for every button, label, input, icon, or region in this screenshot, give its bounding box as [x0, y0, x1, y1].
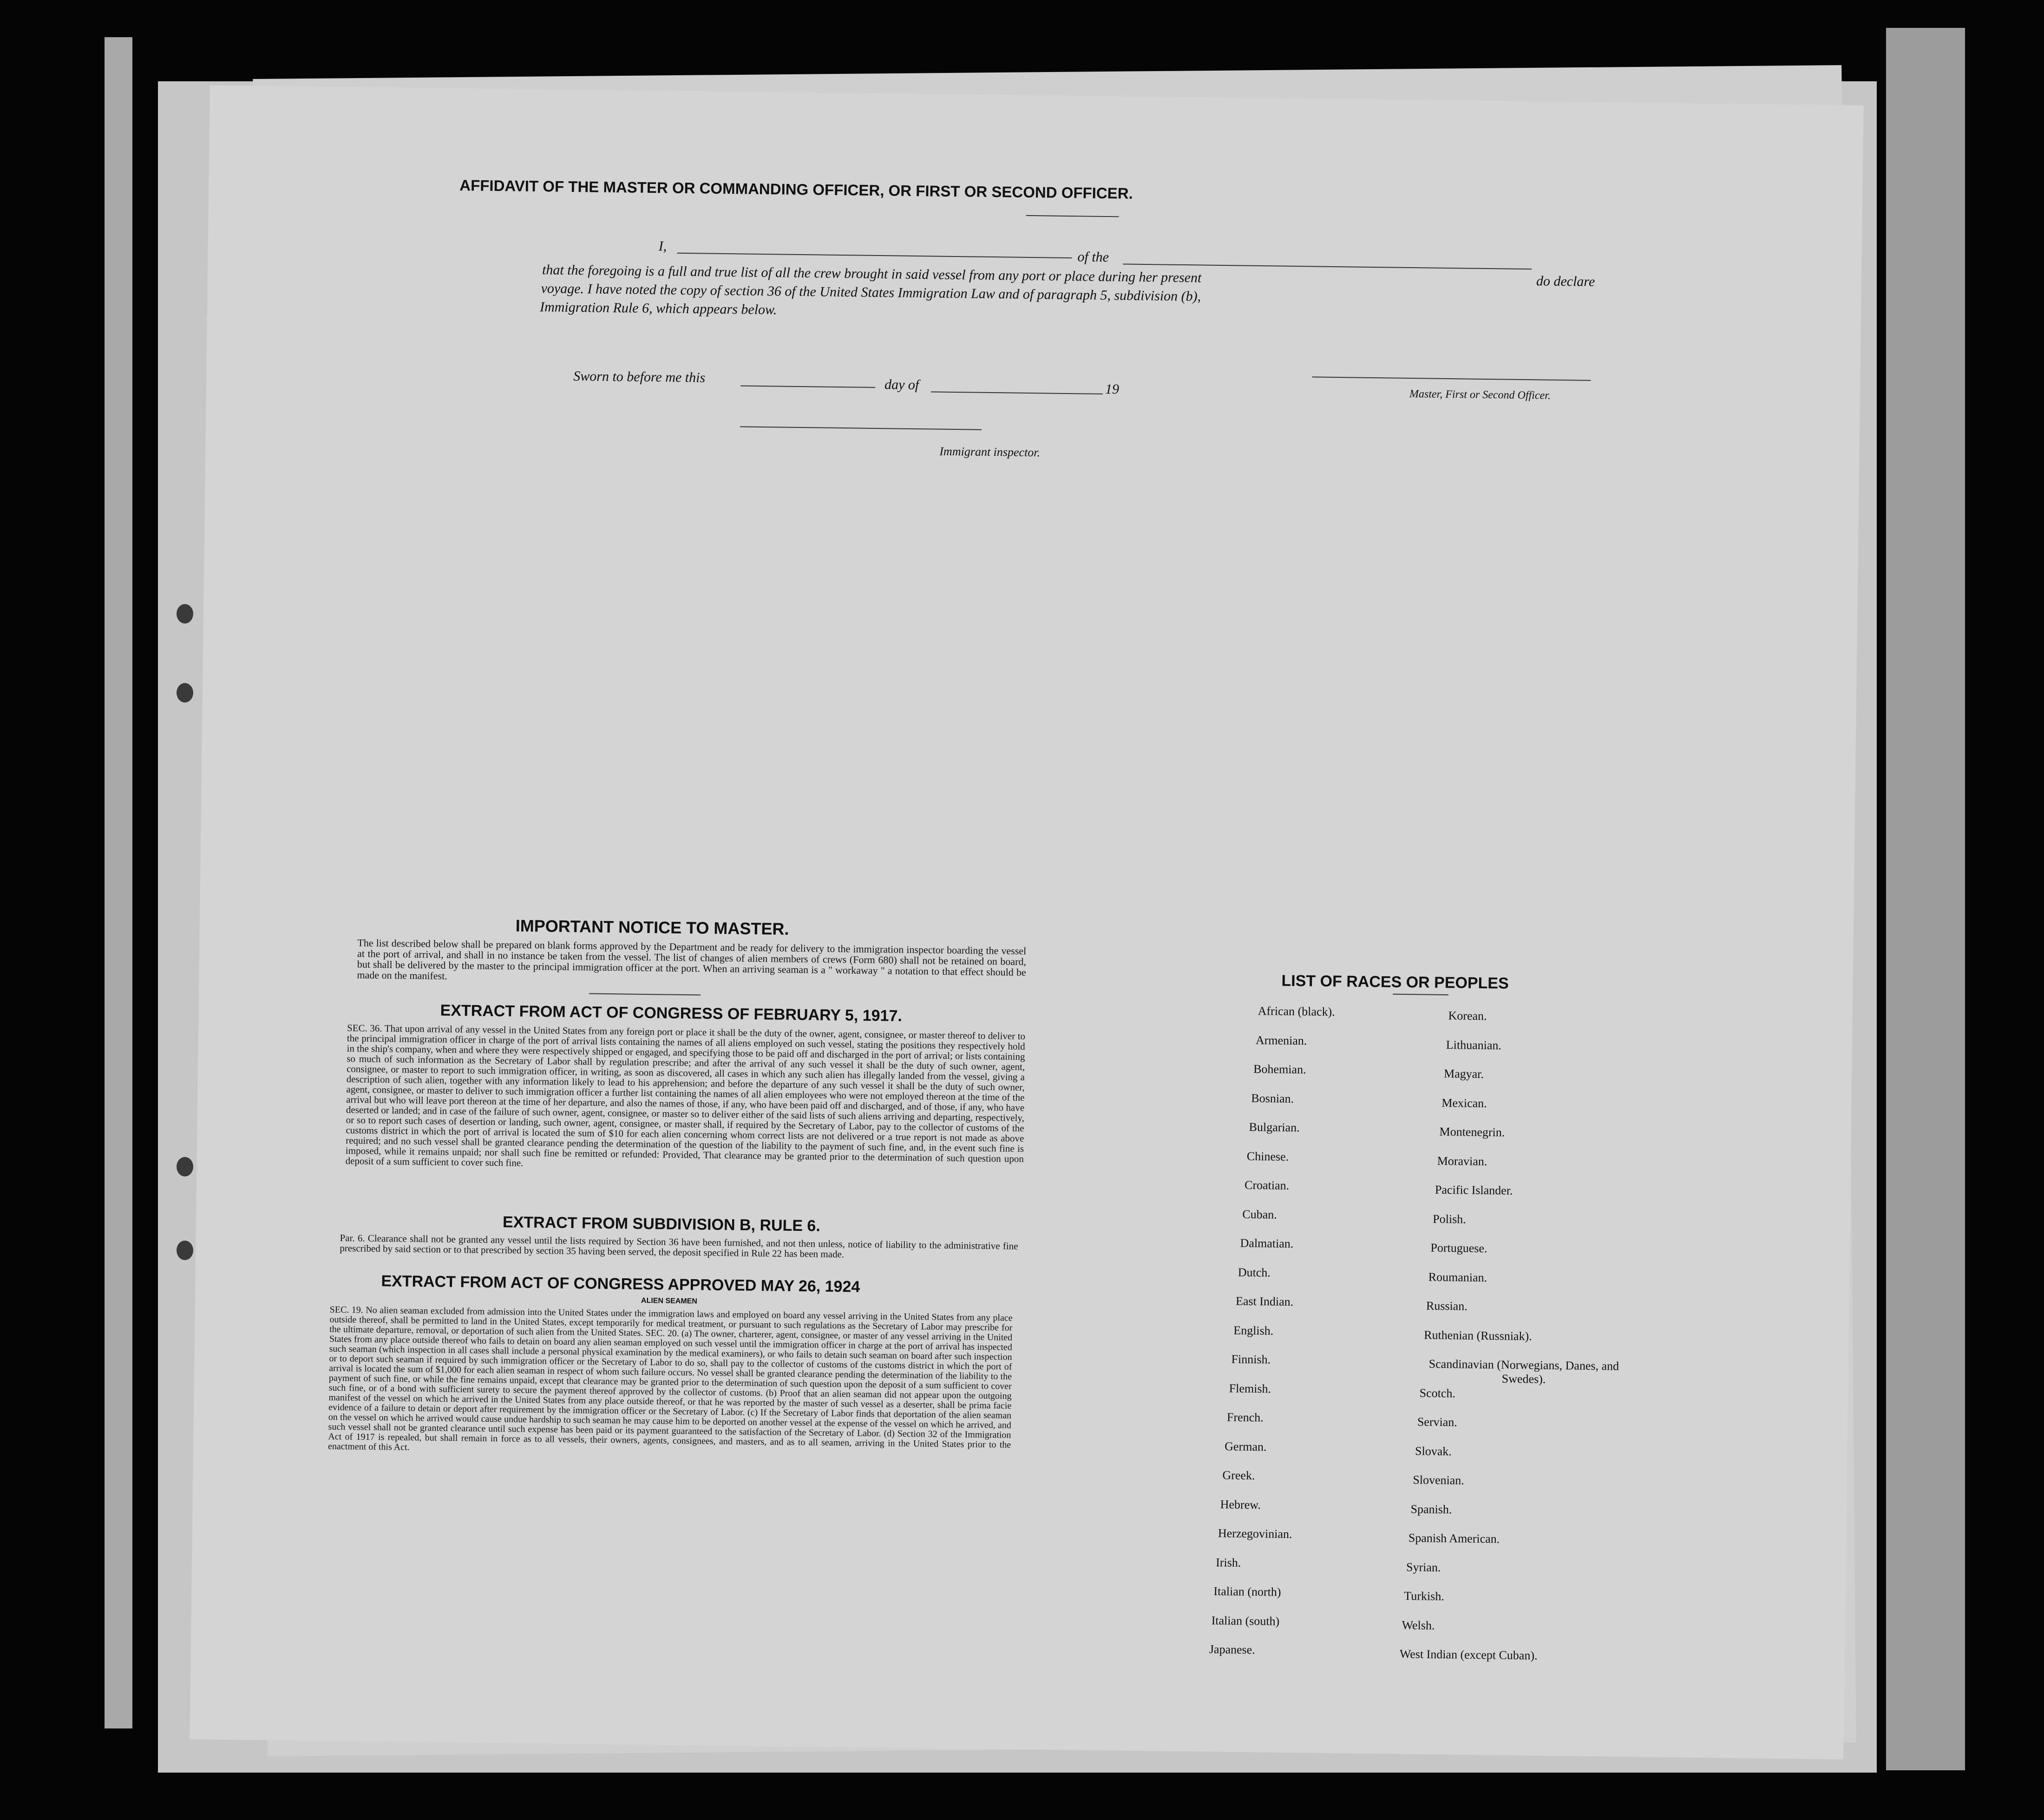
race-right-22: West Indian (except Cuban).	[1399, 1647, 1538, 1662]
race-left-8: Dalmatian.	[1240, 1236, 1294, 1251]
race-left-5: Chinese.	[1246, 1149, 1289, 1163]
race-left-9: Dutch.	[1238, 1265, 1271, 1279]
affidavit-line3: voyage. I have noted the copy of section 36 of the United States Immigration Law and of paragraph 5, subdivision (b),	[541, 281, 1201, 304]
races-title: LIST OF RACES OR PEOPLES	[1281, 972, 1509, 992]
affidavit-i: I,	[658, 238, 667, 254]
name-blank	[677, 253, 1072, 258]
race-left-10: East Indian.	[1235, 1294, 1294, 1309]
race-left-13: Flemish.	[1229, 1381, 1271, 1396]
vessel-blank	[1123, 263, 1532, 269]
race-left-15: German.	[1225, 1439, 1267, 1453]
notice-body: The list described below shall be prepared on blank forms approved by the Department and be ready for delivery to the immigration inspector boarding the vessel at the port of arrival, and shall in no instance be taken from the vessel. The list of changes of alien members of crews (Form 680) shall not be retained on board, but shall be delivered by the master to the principal immigration officer at the port. When an arriving seaman is a " workaway " a notation to that effect should be made on the manifest.	[357, 937, 1027, 982]
race-left-16: Greek.	[1222, 1468, 1255, 1483]
extract-1924-body: SEC. 19. No alien seaman excluded from admission into the United States under the immigration laws and employed on board any vessel arriving in the United States from any place outside thereof, shall be permitted to land in the United States, except temporarily for medical treatment, or pursuant to such regulations as the Secretary of Labor may prescribe for the ultimate departure, removal, or deportation of such alien from the United States. SEC. 20. (a) The owner, charterer, agent, consignee, or master of any vessel arriving in the United States from any place outside thereof who fails to detain on board any alien seaman employed on such vessel until the immigration officer in charge at the port of arrival has inspected such seaman (which inspection in all cases shall include a personal physical examination by the medical examiners), or who fails to detain such seaman on board after such inspection or to deport such seaman if required by such immigration officer or the Secretary of Labor to do so, shall pay to the collector of customs of the customs district in which the port of arrival is located the sum of $1,000 for each alien seaman in respect of whom such failure occurs. No vessel shall be granted clearance pending the determination of the liability to the payment of such fine, or while the fine remains unpaid, except that clearance may be granted prior to the determination of such question upon the deposit of a sum sufficient to cover such fine, or of a bond with sufficient surety to secure the payment thereof approved by the collector of customs. (b) Proof that an alien seaman did not appear upon the outgoing manifest of the vessel on which he arrived in the United States from any place outside thereof, or that he was reported by the master of such vessel as a deserter, shall be prima facie evidence of a failure to detain or deport after requirement by the immigration officer or the Secretary of Labor. (c) If the Secretary of Labor finds that deportation of the alien seaman on the vessel on which he arrived would cause undue hardship to such seaman he may cause him to be deported on another vessel at the expense of the vessel on which he arrived, and such vessel shall not be granted clearance until such expense has been paid or its payment guaranteed to the satisfaction of the Secretary of Labor. (d) Section 32 of the Immigration Act of 1917 is repealed, but shall remain in force as to all vessels, their owners, agents, consignees, and masters, and as to all seamen, arriving in the United States prior to the enactment of this Act.	[328, 1304, 1013, 1452]
extract-1924-subtitle: ALIEN SEAMEN	[641, 1296, 697, 1306]
sworn-text: Sworn to before me this	[573, 368, 706, 386]
race-right-5: Moravian.	[1437, 1154, 1487, 1168]
extract-1924-title: EXTRACT FROM ACT OF CONGRESS APPROVED MAY 26, 1924	[381, 1272, 860, 1296]
month-blank	[931, 391, 1103, 394]
race-right-18: Spanish American.	[1408, 1531, 1500, 1546]
race-left-21: Italian (south)	[1211, 1613, 1280, 1628]
right-page-edge	[1886, 28, 1965, 1770]
race-right-0: Korean.	[1448, 1009, 1487, 1023]
race-right-19: Syrian.	[1406, 1560, 1441, 1574]
year-prefix: 19	[1105, 381, 1120, 397]
punch-hole	[177, 683, 193, 703]
affidavit-title: AFFIDAVIT OF THE MASTER OR COMMANDING OFFICER, OR FIRST OR SECOND OFFICER.	[459, 176, 1133, 202]
race-left-11: English.	[1233, 1323, 1274, 1338]
punch-hole	[177, 1241, 193, 1260]
left-page-edge	[105, 37, 132, 1728]
race-right-13: Scotch.	[1419, 1386, 1456, 1400]
race-left-14: French.	[1226, 1410, 1264, 1425]
affidavit-line4: Immigration Rule 6, which appears below.	[539, 299, 777, 318]
race-right-16: Slovenian.	[1413, 1473, 1465, 1487]
race-left-6: Croatian.	[1244, 1178, 1290, 1192]
race-left-1: Armenian.	[1255, 1033, 1307, 1047]
race-left-3: Bosnian.	[1251, 1091, 1294, 1105]
extract-1917-body: SEC. 36. That upon arrival of any vessel in the United States from any foreign port or place it shall be the duty of the owner, agent, consignee, or master thereof to deliver to the principal immigration officer in charge of the port of arrival lists containing the names of all aliens employed on such vessel, stating the positions they respectively hold in the ship's company, when and where they were respectively shipped or engaged, and specifying those to be paid off and discharged in the port of arrival; or lists containing so much of such information as the Secretary of Labor shall by regulation prescribe; and after the arrival of any such vessel it shall be the duty of such owner, agent, consignee, or master to report to such immigration officer, in writing, as soon as discovered, all cases in which any such alien has illegally landed from the vessel, giving a description of such alien, together with any information likely to lead to his apprehension; and before the departure of any such vessel it shall be the duty of such owner, agent, consignee, or master to deliver to such immigration officer a further list containing the names of all alien employees who were not employed thereon at the time of the arrival but who will leave port thereon at the time of her departure, and also the names of those, if any, who have been paid off and discharged, and of those, if any, who have deserted or landed; and in case of the failure of such owner, agent, consignee, or master so to deliver either of the said lists of such aliens arriving and departing, respectively, or so to report such cases of desertion or landing, such owner, agent, consignee, or master shall, if required by the Secretary of Labor, pay to the collector of customs of the customs district in which the port of arrival is located the sum of $10 for each alien concerning whom correct lists are not delivered or a true report is not made as above required; and no such vessel shall be granted clearance pending the determination of the question of the liability to the payment of such fine, and, in the event such fine is imposed, while it remains unpaid; nor shall such fine be remitted or refunded: Provided, That clearance may be granted prior to the determination of such question upon deposit of a sum sufficient to cover such fine.	[345, 1022, 1026, 1169]
race-left-12: Finnish.	[1231, 1352, 1271, 1367]
punch-hole	[177, 604, 193, 624]
race-left-7: Cuban.	[1242, 1207, 1277, 1222]
race-right-20: Turkish.	[1404, 1589, 1444, 1603]
race-right-11: Ruthenian (Russniak).	[1424, 1328, 1532, 1343]
notice-title: IMPORTANT NOTICE TO MASTER.	[515, 916, 789, 939]
race-left-19: Irish.	[1216, 1555, 1241, 1570]
title-rule	[1026, 215, 1119, 217]
rule6-body: Par. 6. Clearance shall not be granted any vessel until the lists required by Section 36 have been furnished, and not then unless, notice of liability to the administrative fine prescribed by said section or to that prescribed by section 35 having been served, the deposit specified in Rule 22 has been made.	[340, 1232, 1018, 1260]
race-left-20: Italian (north)	[1213, 1584, 1281, 1599]
race-left-18: Herzegovinian.	[1218, 1526, 1292, 1541]
master-signature-label: Master, First or Second Officer.	[1409, 388, 1551, 402]
race-right-21: Welsh.	[1402, 1618, 1435, 1632]
master-signature-line	[1312, 376, 1591, 381]
races-right-column	[1399, 1009, 1662, 1662]
race-right-3: Mexican.	[1441, 1096, 1487, 1110]
race-right-15: Slovak.	[1415, 1444, 1452, 1458]
race-right-14: Servian.	[1417, 1415, 1458, 1429]
extract-1917-title: EXTRACT FROM ACT OF CONGRESS OF FEBRUARY 5, 1917.	[440, 1001, 903, 1025]
race-left-4: Bulgarian.	[1249, 1120, 1300, 1135]
race-right-10: Russian.	[1426, 1299, 1467, 1313]
race-left-22: Japanese.	[1209, 1642, 1255, 1657]
sworn-day-blank	[740, 385, 875, 388]
races-rule	[1393, 994, 1448, 995]
race-left-0: African (black).	[1258, 1004, 1335, 1019]
rule6-title: EXTRACT FROM SUBDIVISION B, RULE 6.	[502, 1213, 821, 1235]
race-left-17: Hebrew.	[1220, 1497, 1261, 1511]
day-of-text: day of	[884, 377, 919, 393]
notice-rule	[589, 993, 701, 996]
race-right-9: Roumanian.	[1428, 1270, 1487, 1284]
race-right-6: Pacific Islander.	[1435, 1183, 1513, 1197]
race-right-4: Montenegrin.	[1439, 1124, 1505, 1139]
race-right-1: Lithuanian.	[1446, 1038, 1502, 1052]
punch-hole	[177, 1157, 193, 1176]
affidavit-page	[190, 85, 1863, 1759]
affidavit-declare: do declare	[1536, 273, 1595, 289]
race-right-2: Magyar.	[1443, 1066, 1484, 1081]
inspector-signature-line	[740, 426, 982, 430]
race-left-2: Bohemian.	[1253, 1062, 1306, 1077]
affidavit-line2: that the foregoing is a full and true list of all the crew brought in said vessel from any port or place during her present	[542, 262, 1202, 286]
race-right-8: Portuguese.	[1430, 1241, 1487, 1255]
affidavit-of-the: of the	[1077, 249, 1109, 265]
inspector-signature-label: Immigrant inspector.	[939, 444, 1041, 460]
race-right-7: Polish.	[1433, 1212, 1466, 1226]
race-right-17: Spanish.	[1410, 1502, 1452, 1516]
race-right-12: Scandinavian (Norwegians, Danes, and Swedes).	[1428, 1357, 1619, 1386]
